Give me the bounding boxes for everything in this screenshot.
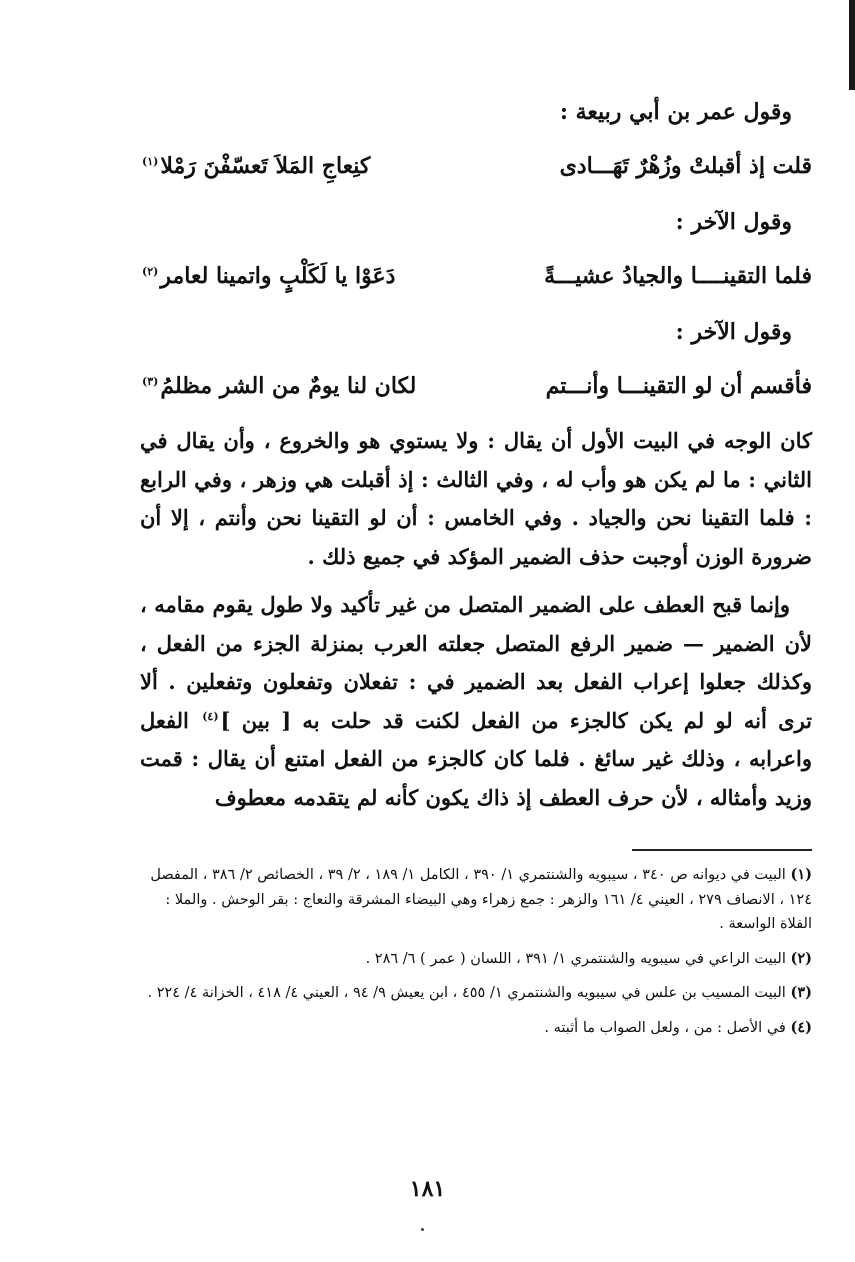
- footnote-4-text: في الأصل : من ، ولعل الصواب ما أثبته .: [544, 1019, 786, 1036]
- verse-1-first-hemistich: قلت إذ أقبلتْ وزُهْرٌ تَهَـــادى: [559, 153, 812, 179]
- footnote-3: [140, 981, 812, 1006]
- verse-1-second-hemistich: [140, 146, 370, 186]
- verse-2-first-hemistich: فلما التقينــــا والجيادُ عشيـــةً: [544, 263, 812, 289]
- footnote-ref-3[interactable]: (٣): [142, 374, 159, 388]
- page-number: ١٨١: [409, 1176, 446, 1202]
- quote-intro-2: وقول الآخر :: [675, 209, 792, 235]
- print-speck: [421, 1228, 424, 1231]
- footnote-4-number: (٤): [790, 1018, 812, 1036]
- paragraph-2-text-b: الفعل واعرابه ، وذلك غير سائغ . فلما كان كالجزء من الفعل امتنع أن يقال : قمت وزيد وأمثاله ، لأن حرف العطف إذ ذاك يكون كأنه لم يتقدمه معطوف: [140, 707, 812, 810]
- verse-3-second-hemistich: [140, 366, 416, 406]
- footnote-3-text: البيت المسيب بن علس في سيبويه والشنتمري ١/ ٤٥٥ ، ابن يعيش ٩/ ٩٤ ، العيني ٤/ ٤١٨ ، الخزانة ٤/ ٢٢٤ .: [147, 985, 786, 1001]
- footnote-ref-4[interactable]: (٤): [202, 709, 219, 723]
- footnote-1-number: (١): [790, 866, 812, 883]
- paragraph-2: [140, 586, 812, 817]
- paragraph-1-text: كان الوجه في البيت الأول أن يقال : ولا يستوي هو والخروع ، وأن يقال في الثاني : ما لم يكن هو وأب له ، وفي الثالث : إذ أقبلت هي وزهر ، وفي الرابع : فلما التقينا نحن والجياد . وفي الخامس : أن لو التقينا نحن وأنتم ، إلا أن ضرورة الوزن أوجبت حذف الضمير المؤكد في جميع ذلك .: [140, 428, 812, 569]
- footnote-2: [140, 947, 812, 972]
- footnote-3-number: (٣): [790, 984, 812, 1001]
- verse-2-second-hemistich: [140, 256, 395, 296]
- footnotes: [140, 863, 812, 1040]
- quote-intro-1: وقول عمر بن أبي ربيعة :: [559, 99, 792, 125]
- page-edge-mark: [849, 0, 855, 90]
- footnote-ref-1[interactable]: (١): [142, 154, 159, 168]
- footnote-2-text: البيت الراعي في سيبويه والشنتمري ١/ ٣٩١ ، اللسان ( عمر ) ٦/ ٢٨٦ .: [365, 950, 786, 967]
- footnote-4: [140, 1016, 812, 1041]
- footnote-divider: [632, 849, 812, 851]
- footnote-1-text: البيت في ديوانه ص ٣٤٠ ، سيبويه والشنتمري ١/ ٣٩٠ ، الكامل ١/ ١٨٩ ، ٢/ ٣٩ ، الخصائص ٢/ ٣٨٦ ، المفصل ١٢٤ ، الانصاف ٢٧٩ ، العيني ٤/ ١٦١ والزهر : جمع زهراء وهي البيضاء المشرقة والنعاج : بقر الوحش . والملا : الفلاة الواسعة .: [150, 867, 812, 932]
- verse-1-second-text: كنِعاجِ المَلاَ تَعسّفْنَ رَمْلا: [160, 153, 371, 179]
- paragraph-1: [140, 422, 812, 576]
- footnote-1: [140, 863, 812, 937]
- verse-2: [140, 256, 812, 296]
- verse-2-second-text: دَعَوْا يا لَكَلْبٍ واتمينا لعامر: [160, 263, 396, 289]
- footnote-ref-2[interactable]: (٢): [142, 264, 159, 278]
- verse-3-first-hemistich: فأقسم أن لو التقينـــا وأنـــتم: [545, 373, 812, 399]
- paragraph-2-text-a: وإنما قبح العطف على الضمير المتصل من غير تأكيد ولا طول يقوم مقامه ، لأن الضمير — ضمير الرفع المتصل جعلته العرب بمنزلة الجزء من الفعل ، وكذلك جعلوا إعراب الفعل بعد الضمير في : تفعلان وتفعلون وتفعلين . ألا ترى أنه لو لم يكن كالجزء من الفعل لكنت قد حلت به [ بين ]: [140, 592, 813, 733]
- book-page: [140, 92, 812, 1050]
- verse-3-second-text: لكان لنا يومٌ من الشر مظلمُ: [160, 373, 417, 399]
- footnote-2-number: (٢): [790, 949, 812, 967]
- quote-intro-3: وقول الآخر :: [675, 319, 792, 345]
- verse-1: [140, 146, 812, 186]
- body-text: [140, 422, 812, 817]
- verse-3: [140, 366, 812, 406]
